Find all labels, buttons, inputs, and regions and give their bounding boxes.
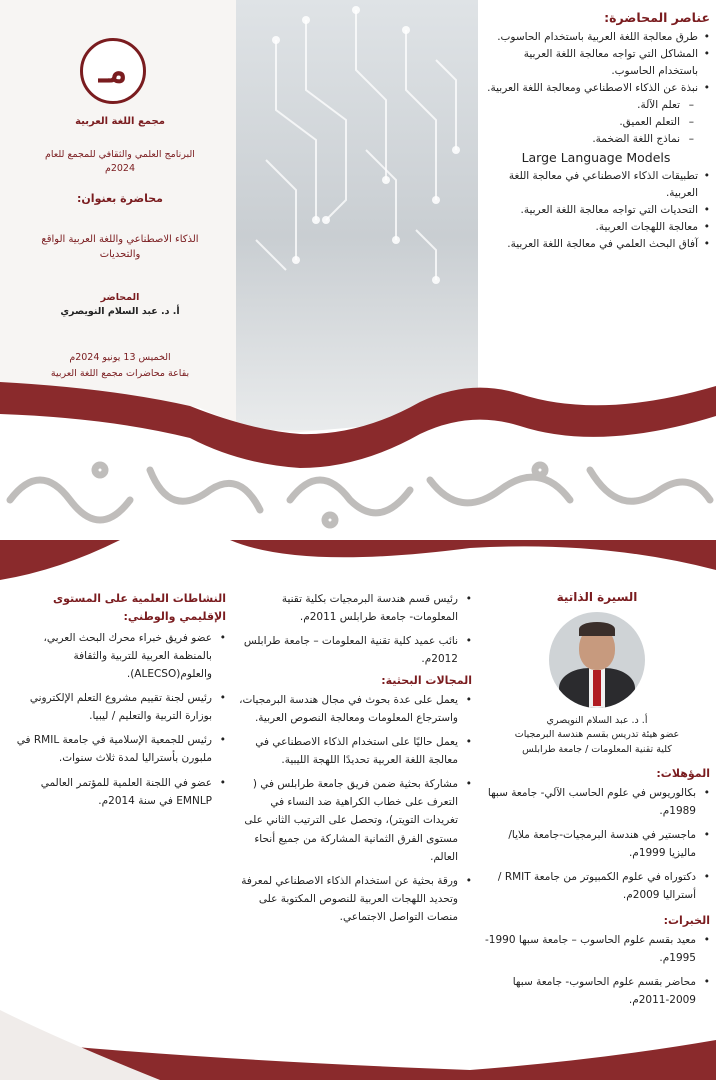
elements-list — [482, 29, 710, 253]
list-item: • رئيس للجمعية الإسلامية في جامعة RMIL في ملبورن بأستراليا لمدة ثلاث سنوات. — [8, 731, 226, 767]
brochure-back — [0, 540, 716, 1080]
list-item: – التعلم العميق. — [482, 114, 710, 131]
list-item: • رئيس قسم هندسة البرمجيات بكلية تقنية المعلومات- جامعة طرابلس 2011م. — [236, 590, 472, 626]
bio-position: عضو هيئة تدريس بقسم هندسة البرمجيات — [514, 729, 680, 741]
lecturer-label: المحاضر — [100, 292, 140, 303]
lecture-elements — [482, 10, 710, 253]
research-heading: المجالات البحثية: — [381, 674, 472, 688]
list-item: • معالجة اللهجات العربية. — [482, 219, 710, 236]
elements-heading: عناصر المحاضرة: — [604, 10, 710, 25]
list-item: • يعمل على عدة بحوث في مجال هندسة البرمجيات، واسترجاع المعلومات ومعالجة النصوص العربية. — [236, 691, 472, 727]
academy-logo — [80, 38, 146, 104]
list-item: • دكتوراه في علوم الكمبيوتر من جامعة RMIT /أستراليا 2009م. — [484, 868, 710, 904]
list-item: • بكالوريوس في علوم الحاسب الآلي- جامعة سبها 1989م. — [484, 784, 710, 820]
lecture-title-label: محاضرة بعنوان: — [77, 192, 163, 205]
list-item: • يعمل حاليًا على استخدام الذكاء الاصطناعي في معالجة اللغة العربية تحديدًا اللهجة الليبية. — [236, 733, 472, 769]
bio-title: السيرة الذاتية — [556, 590, 638, 604]
list-item: • عضو فريق خبراء محرك البحث العربي، بالمنظمة العربية للتربية والثقافة والعلوم(ALECSO). — [8, 629, 226, 683]
list-item: • معيد بقسم علوم الحاسوب – جامعة سبها 1990-1995م. — [484, 931, 710, 967]
bio-faculty: كلية تقنية المعلومات / جامعة طرابلس — [522, 743, 672, 755]
list-item: – تعلم الآلة. — [482, 97, 710, 114]
list-item: • عضو في اللجنة العلمية للمؤتمر العالمي EMNLP في سنة 2014م. — [8, 774, 226, 810]
activities-list — [8, 629, 226, 809]
list-item: • آفاق البحث العلمي في معالجة اللغة العربية. — [482, 236, 710, 253]
list-item: • رئيس لجنة تقييم مشروع التعلم الإلكتروني بوزارة التربية والتعليم / ليبيا. — [8, 689, 226, 725]
list-item: • نبذة عن الذكاء الاصطناعي ومعالجة اللغة العربية. — [482, 80, 710, 97]
list-item: • التحديات التي تواجه معالجة اللغة العربية. — [482, 202, 710, 219]
logo-glyph: مـ — [98, 51, 128, 91]
list-item: – نماذج اللغة الضخمة. — [482, 131, 710, 148]
program-title: البرنامج العلمي والثقافي للمجمع للعام 2024م — [45, 149, 195, 174]
list-item: Large Language Models — [521, 150, 671, 165]
lecture-venue: بقاعة محاضرات مجمع اللغة العربية — [50, 368, 190, 379]
activities-heading: النشاطات العلمية على المستوى الإقليمي والوطني: — [53, 592, 226, 623]
activities-column — [8, 588, 226, 816]
list-item: • المشاكل التي تواجه معالجة اللغة العربية باستخدام الحاسوب. — [482, 46, 710, 80]
list-item: • ماجستير في هندسة البرمجيات-جامعة ملايا/ماليزيا 1999م. — [484, 826, 710, 862]
lecture-title: الذكاء الاصطناعي واللغة العربية الواقع والتحديات — [41, 234, 199, 260]
lecturer-name: أ. د. عبد السلام النويصري — [60, 306, 180, 317]
list-item: • محاضر بقسم علوم الحاسوب- جامعة سبها 2009-2011م. — [484, 973, 710, 1009]
research-list — [236, 691, 472, 926]
list-item: • تطبيقات الذكاء الاصطناعي في معالجة اللغة العربية. — [482, 168, 710, 202]
calligraphy-decoration — [0, 440, 716, 540]
list-item: • مشاركة بحثية ضمن فريق جامعة طرابلس في ( التعرف على خطاب الكراهية ضد النساء في تغريدات التويتر)، وتحصل على الترتيب الثاني على مستوى الفرق الثمانية المشاركة من جميع أنحاء العالم. — [236, 775, 472, 865]
list-item: • طرق معالجة اللغة العربية باستخدام الحاسوب. — [482, 29, 710, 46]
qualifications-list — [484, 784, 710, 904]
positions-list — [236, 590, 472, 668]
list-item: • نائب عميد كلية تقنية المعلومات – جامعة طرابلس 2012م. — [236, 632, 472, 668]
bio-name: أ. د. عبد السلام النويصري — [546, 715, 648, 726]
list-item: • ورقة بحثية عن استخدام الذكاء الاصطناعي لمعرفة وتحديد اللهجات العربية للنصوص المكتوبة على منصات التواصل الاجتماعي. — [236, 872, 472, 926]
academy-name: مجمع اللغة العربية — [75, 116, 165, 127]
lecturer-photo — [549, 612, 645, 708]
ai-image-panel — [236, 0, 478, 430]
experience-list — [484, 931, 710, 1009]
positions-research-column — [236, 590, 472, 932]
lecture-date: الخميس 13 يونيو 2024م — [69, 352, 171, 363]
circuit-graphic — [236, 0, 478, 430]
qualifications-heading: المؤهلات: — [656, 766, 710, 780]
bio-column — [484, 590, 710, 1015]
experience-heading: الخبرات: — [663, 914, 710, 928]
